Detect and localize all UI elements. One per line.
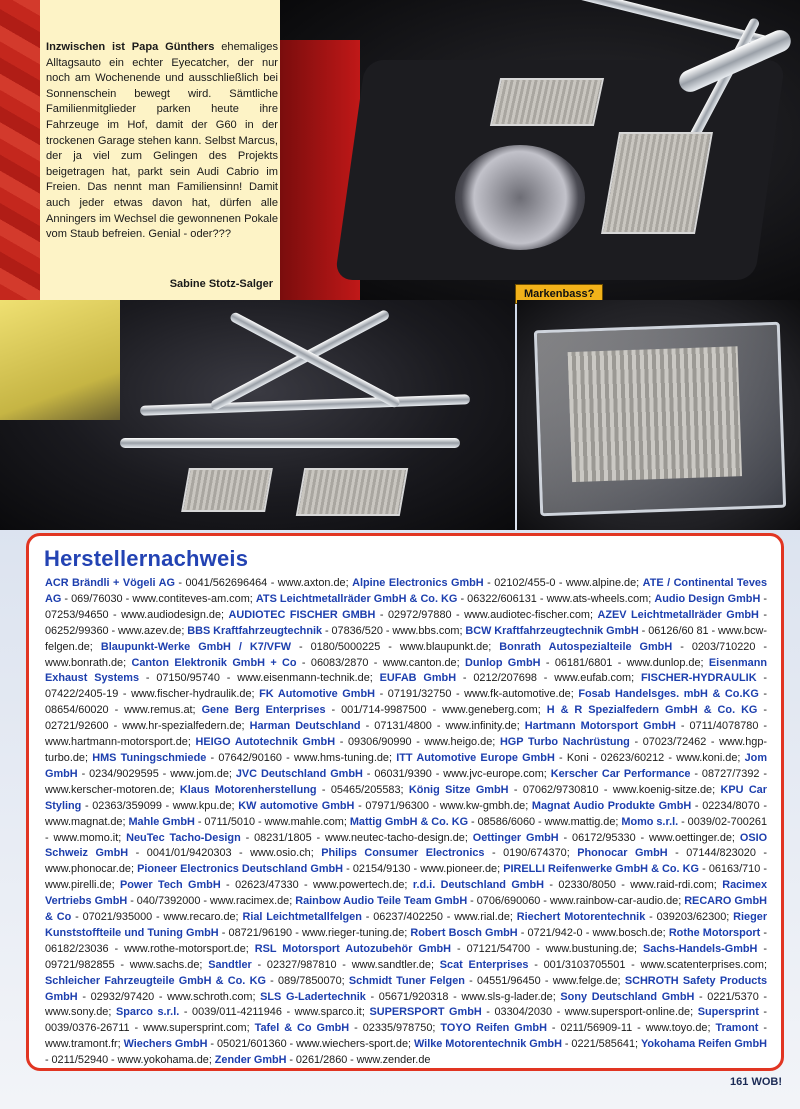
- manufacturer-contact: 0041/01/9420303 - www.osio.ch;: [146, 847, 314, 860]
- manufacturer-name: Blaupunkt-Werke GmbH / K7/VFW: [100, 640, 292, 653]
- manufacturer-contact: Koni - 02623/60212 - www.koni.de;: [566, 751, 741, 764]
- manufacturer-name: Oettinger GmbH: [472, 831, 559, 844]
- amplifier-right: [296, 468, 408, 516]
- manufacturer-name: Zender GmbH: [214, 1054, 287, 1067]
- manufacturer-name: HMS Tuningschmiede: [92, 751, 207, 764]
- amplifier-left: [181, 468, 273, 512]
- manufacturer-contact: 07021/935000 - www.recaro.de;: [82, 911, 239, 924]
- manufacturer-name: Phonocar GmbH: [577, 847, 668, 860]
- manufacturer-contact: 07191/32750 - www.fk-automotive.de;: [387, 688, 574, 701]
- manufacturer-entry: SCHROTH Safety Products GmbH - 02932/97420 - www.schroth.com;: [45, 974, 768, 1003]
- manufacturer-entry: Robert Bosch GmbH - 0721/942-0 - www.bosch.de;: [410, 926, 666, 939]
- manufacturer-entry: Kerscher Car Performance - 08727/7392 - www.kerscher-motoren.de;: [45, 767, 767, 796]
- manufacturer-contact: 08654/60020 - www.remus.at;: [45, 704, 196, 717]
- manufacturer-contact: 02721/92600 - www.hr-spezialfedern.de;: [45, 720, 245, 733]
- manufacturer-name: Rieger Kunststoffteile und Tuning GmbH: [45, 911, 768, 939]
- manufacturer-contact: 07062/9730810 - www.koenig-sitze.de;: [522, 783, 716, 796]
- page-footer: [730, 1076, 782, 1088]
- manufacturer-entry: NeuTec Tacho-Design - 08231/1805 - www.neutec-tacho-design.de;: [126, 831, 468, 844]
- manufacturer-entry: JVC Deutschland GmbH - 06031/9390 - www.jvc-europe.com;: [235, 767, 547, 780]
- manufacturer-name: Riechert Motorentechnik: [516, 911, 646, 924]
- manufacturer-entry: Jom GmbH - 0234/9029595 - www.jom.de;: [45, 751, 768, 780]
- manufacturer-name: Alpine Electronics GmbH: [352, 577, 484, 589]
- manufacturer-entry: ITT Automotive Europe GmbH - Koni - 02623/60212 - www.koni.de;: [396, 751, 741, 764]
- manufacturer-name: AUDIOTEC FISCHER GMBH: [228, 608, 376, 621]
- manufacturer-entry: Phonocar GmbH - 07144/823020 - www.phonocar.de;: [45, 847, 768, 876]
- manufacturer-contact: 0211/52940 - www.yokohama.de;: [51, 1054, 212, 1067]
- manufacturer-contact: 02363/359099 - www.kpu.de;: [92, 799, 235, 812]
- manufacturer-entry: Philips Consumer Electronics - 0190/674370;: [321, 847, 570, 860]
- manufacturer-entry: Dunlop GmbH - 06181/6801 - www.dunlop.de;: [464, 656, 704, 669]
- manufacturer-contact: 02330/8050 - www.raid-rdi.com;: [558, 879, 717, 892]
- manufacturer-name: NeuTec Tacho-Design: [126, 831, 241, 844]
- manufacturer-entry: König Sitze GmbH - 07062/9730810 - www.koenig-sitze.de;: [408, 783, 716, 796]
- manufacturer-entry: Harman Deutschland - 07131/4800 - www.infinity.de;: [249, 720, 520, 733]
- manufacturer-name: Power Tech GmbH: [119, 879, 221, 892]
- manufacturer-contact: 0041/562696464 - www.axton.de;: [185, 577, 349, 589]
- manufacturer-entry: Blaupunkt-Werke GmbH / K7/VFW - 0180/5000225 - www.blaupunkt.de;: [100, 640, 492, 653]
- photo-rollcage-interior: [0, 300, 515, 530]
- manufacturer-name: TOYO Reifen GmbH: [440, 1022, 547, 1035]
- manufacturer-name: Wilke Motorentechnik GmbH: [414, 1038, 562, 1051]
- manufacturer-contact: 07971/96300 - www.kw-gmbh.de;: [365, 799, 529, 812]
- manufacturer-name: PIRELLI Reifenwerke GmbH & Co. KG: [503, 863, 699, 876]
- manufacturer-name: Scat Enterprises: [439, 958, 529, 971]
- manufacturer-contact: 07131/4800 - www.infinity.de;: [374, 720, 520, 733]
- article-paragraph: ehemaliges Alltagsauto ein echter Eyecatcher, der nur noch am Wochenende und ausschließlich bei Sonnenschein bewegt wird. Sämtliche Familienmitglieder parken heute ihre Fahrzeuge im Hof, damit der G60 in der trockenen Garage stehen kann. Selbst Marcus, der ja viel zum Gelingen des Projekts beigetragen hat, parkt sein Audi Cabrio im Freien. Das nennt man Familiensinn! Damit auch jeder etwas davon hat, dürfen alle Anningers im Wechsel die gewonnenen Pokale vom Staub befreien. Genial - oder???: [46, 41, 278, 241]
- manufacturer-entry: Bonrath Autospezialteile GmbH - 0203/710220 - www.bonrath.de;: [45, 640, 768, 669]
- manufacturer-name: Sachs-Handels-GmbH: [643, 942, 758, 955]
- article-body: [46, 40, 278, 243]
- amplifier-small: [490, 78, 604, 126]
- manufacturer-name: Sony Deutschland GmbH: [560, 990, 695, 1003]
- manufacturer-entry: Mahle GmbH - 0711/5010 - www.mahle.com;: [128, 815, 347, 828]
- manufacturer-entry: H & R Spezialfedern GmbH & Co. KG - 02721/92600 - www.hr-spezialfedern.de;: [45, 704, 768, 733]
- manufacturer-name: ACR Brändli + Vögeli AG: [45, 577, 175, 589]
- manufacturer-entry: Sachs-Handels-GmbH - 09721/982855 - www.sachs.de;: [45, 942, 768, 971]
- manufacturer-name: EUFAB GmbH: [379, 672, 457, 685]
- manufacturer-contact: 0211/56909-11 - www.toyo.de;: [560, 1022, 711, 1035]
- manufacturer-entry: Eisenmann Exhaust Systems - 07150/95740 - www.eisenmann-technik.de;: [45, 656, 768, 685]
- manufacturer-name: Rial Leichtmetallfelgen: [242, 911, 362, 924]
- manufacturer-entry: Sparco s.r.l. - 0039/011-4211946 - www.sparco.it;: [115, 1006, 365, 1019]
- manufacturer-contact: 0711/4078780 - www.hartmann-motorsport.de;: [45, 720, 768, 749]
- amplifier-closeup: [568, 346, 742, 482]
- manufacturer-name: Eisenmann Exhaust Systems: [45, 656, 768, 685]
- manufacturer-entry: Wilke Motorentechnik GmbH - 0221/585641;: [414, 1038, 639, 1051]
- manufacturer-name: HGP Turbo Nachrüstung: [499, 736, 630, 749]
- manufacturer-contact: 07144/823020 - www.phonocar.de;: [45, 847, 768, 876]
- manufacturer-name: Canton Elektronik GmbH + Co: [131, 656, 297, 669]
- rollcage-x-bar-2: [229, 311, 401, 409]
- manufacturer-contact: 06163/710 - www.pirelli.de;: [45, 863, 768, 892]
- manufacturer-contact: 02102/455-0 - www.alpine.de;: [494, 577, 640, 589]
- manufacturer-contact: 09306/90990 - www.heigo.de;: [347, 736, 496, 749]
- manufacturer-entry: Fosab Handelsges. mbH & Co.KG - 08654/60020 - www.remus.at;: [45, 688, 768, 717]
- manufacturer-entry: Momo s.r.l. - 0039/02-700261 - www.momo.it;: [45, 815, 768, 844]
- photo-caption-badge: Markenbass?: [515, 284, 603, 304]
- manufacturer-name: Tramont: [715, 1022, 759, 1035]
- manufacturer-name: SCHROTH Safety Products GmbH: [45, 974, 768, 1003]
- manufacturer-contact: 0180/5000225 - www.blaupunkt.de;: [310, 640, 492, 653]
- manufacturer-contact: 0721/942-0 - www.bosch.de;: [527, 926, 666, 939]
- manufacturer-name: Audio Design GmbH: [654, 592, 761, 605]
- manufacturer-entry: HMS Tuningschmiede - 07642/90160 - www.hms-tuning.de;: [92, 751, 393, 764]
- article-text-panel: [0, 0, 283, 300]
- manufacturer-contact: 0190/674370;: [503, 847, 570, 860]
- manufacturer-entry: Scat Enterprises - 001/3103705501 - www.scatenterprises.com;: [439, 958, 768, 971]
- manufacturer-name: H & R Spezialfedern GmbH & Co. KG: [546, 704, 758, 717]
- manufacturer-contact: 069/76030 - www.contiteves-am.com;: [71, 592, 253, 605]
- manufacturer-contact: 08727/7392 - www.kerscher-motoren.de;: [45, 767, 767, 796]
- manufacturer-contact: 0234/9029595 - www.jom.de;: [89, 767, 232, 780]
- manufacturer-contact: 06237/402250 - www.rial.de;: [373, 911, 513, 924]
- manufacturer-entry: BBS Kraftfahrzeugtechnik - 07836/520 - www.bbs.com;: [187, 624, 463, 637]
- manufacturer-name: Kerscher Car Performance: [550, 767, 691, 780]
- manufacturer-name: SUPERSPORT GmbH: [369, 1006, 482, 1019]
- manufacturer-contact: 07422/2405-19 - www.fischer-hydraulik.de;: [45, 688, 255, 701]
- manufacturer-entry: Wiechers GmbH - 05021/601360 - www.wiechers-sport.de;: [123, 1038, 412, 1051]
- manufacturer-name: AZEV Leichtmetallräder GmbH: [597, 608, 759, 621]
- manufacturer-entry: ATE / Continental Teves AG - 069/76030 - www.contiteves-am.com;: [45, 577, 767, 605]
- manufacturer-contact: 07121/54700 - www.bustuning.de;: [466, 942, 638, 955]
- manufacturer-entry: HEIGO Autotechnik GmbH - 09306/90990 - www.heigo.de;: [195, 736, 496, 749]
- manufacturer-name: SLS G-Ladertechnik: [260, 990, 366, 1003]
- manufacturer-name: BCW Kraftfahrzeugtechnik GmbH: [465, 624, 639, 637]
- manufacturer-entry: Klaus Motorenherstellung - 05465/205583;: [179, 783, 404, 796]
- manufacturer-contact: www.tramont.fr;: [45, 1038, 121, 1051]
- manufacturer-entry: Sony Deutschland GmbH - 0221/5370 - www.sony.de;: [45, 990, 768, 1019]
- manufacturer-name: Harman Deutschland: [249, 720, 361, 733]
- manufacturer-entry: Rieger Kunststoffteile und Tuning GmbH - 08721/96190 - www.rieger-tuning.de;: [45, 911, 768, 939]
- subwoofer: [455, 145, 585, 250]
- manufacturer-entry: KW automotive GmbH - 07971/96300 - www.kw-gmbh.de;: [238, 799, 529, 812]
- manufacturer-name: KW automotive GmbH: [238, 799, 355, 812]
- manufacturer-contact: 07836/520 - www.bbs.com;: [331, 624, 463, 637]
- manufacturer-name: BBS Kraftfahrzeugtechnik: [187, 624, 323, 637]
- manufacturer-contact: 0212/207698 - www.eufab.com;: [473, 672, 635, 685]
- manufacturer-contact: 02327/987810 - www.sandtler.de;: [266, 958, 435, 971]
- manufacturer-entry: FISCHER-HYDRAULIK - 07422/2405-19 - www.fischer-hydraulik.de;: [45, 672, 768, 701]
- manufacturer-entry: Tramont - www.tramont.fr;: [45, 1022, 768, 1051]
- manufacturer-contact: 0711/5010 - www.mahle.com;: [204, 815, 347, 828]
- manufacturer-contact: 06126/60 81 - www.bcw-felgen.de;: [45, 624, 768, 653]
- manufacturer-entry: FK Automotive GmbH - 07191/32750 - www.fk-automotive.de;: [259, 688, 574, 701]
- manufacturer-entry: HGP Turbo Nachrüstung - 07023/72462 - www.hgp-turbo.de;: [45, 736, 768, 764]
- manufacturer-name: Rothe Motorsport: [668, 926, 761, 939]
- manufacturer-contact: 04551/96450 - www.felge.de;: [477, 974, 621, 987]
- manufacturer-entry: TOYO Reifen GmbH - 0211/56909-11 - www.toyo.de;: [440, 1022, 711, 1035]
- manufacturer-name: Tafel & Co GmbH: [254, 1022, 350, 1035]
- manufacturer-contact: 02234/8070 - www.magnat.de;: [45, 799, 767, 828]
- manufacturer-contact: 07642/90160 - www.hms-tuning.de;: [218, 751, 393, 764]
- manufacturer-entry: Audio Design GmbH - 07253/94650 - www.audiodesign.de;: [45, 592, 768, 621]
- manufacturer-name: r.d.i. Deutschland GmbH: [412, 879, 545, 892]
- manufacturer-name: Wiechers GmbH: [123, 1038, 208, 1051]
- manufacturer-entry: Schmidt Tuner Felgen - 04551/96450 - www.felge.de;: [348, 974, 621, 987]
- manufacturer-contact: 02623/47330 - www.powertech.de;: [235, 879, 408, 892]
- manufacturer-entry: KPU Car Styling - 02363/359099 - www.kpu.de;: [45, 783, 767, 812]
- manufacturer-contact: 0261/2860 - www.zender.de: [295, 1054, 431, 1067]
- manufacturer-title: Herstellernachweis: [44, 546, 249, 571]
- manufacturer-entry: EUFAB GmbH - 0212/207698 - www.eufab.com;: [379, 672, 635, 685]
- manufacturer-contact: 05021/601360 - www.wiechers-sport.de;: [216, 1038, 412, 1051]
- manufacturer-contact: 02932/97420 - www.schroth.com;: [90, 990, 256, 1003]
- yellow-car-background: [0, 300, 120, 420]
- manufacturer-contact: 0039/011-4211946 - www.sparco.it;: [192, 1006, 365, 1019]
- manufacturer-name: OSIO Schweiz GmbH: [45, 831, 768, 860]
- manufacturer-name: KPU Car Styling: [45, 783, 767, 812]
- manufacturer-contact: 089/7850070;: [278, 974, 345, 987]
- manufacturer-entry: AZEV Leichtmetallräder GmbH - 06252/99360 - www.azev.de;: [45, 608, 768, 637]
- manufacturer-name: Hartmann Motorsport GmbH: [524, 720, 676, 733]
- manufacturer-entry: Rial Leichtmetallfelgen - 06237/402250 - www.rial.de;: [242, 911, 513, 924]
- manufacturer-contact: 03304/2030 - www.supersport-online.de;: [494, 1006, 694, 1019]
- manufacturer-name: Sparco s.r.l.: [115, 1006, 180, 1019]
- manufacturer-name: Robert Bosch GmbH: [410, 926, 518, 939]
- manufacturer-contact: 06172/95330 - www.oettinger.de;: [572, 831, 735, 844]
- glass-cover: [534, 322, 786, 516]
- manufacturer-contact: 06322/606131 - www.ats-wheels.com;: [467, 592, 652, 605]
- manufacturer-contact: 040/7392000 - www.racimex.de;: [136, 895, 293, 908]
- manufacturer-name: Gene Berg Enterprises: [201, 704, 326, 717]
- manufacturer-contact: 08721/96190 - www.rieger-tuning.de;: [228, 926, 408, 939]
- manufacturer-contact: 02972/97880 - www.audiotec-fischer.com;: [387, 608, 594, 621]
- manufacturer-entry: AUDIOTEC FISCHER GMBH - 02972/97880 - www.audiotec-fischer.com;: [228, 608, 594, 621]
- manufacturer-entry: SLS G-Ladertechnik - 05671/920318 - www.sls-g-lader.de;: [260, 990, 556, 1003]
- manufacturer-entry: Power Tech GmbH - 02623/47330 - www.powertech.de;: [119, 879, 408, 892]
- manufacturer-name: Philips Consumer Electronics: [321, 847, 485, 860]
- manufacturer-entry: Supersprint - 0039/0376-26711 - www.supersprint.com;: [45, 1006, 768, 1035]
- manufacturer-contact: 09721/982855 - www.sachs.de;: [45, 958, 203, 971]
- manufacturer-name: RSL Motorsport Autozubehör GmbH: [254, 942, 452, 955]
- manufacturer-entry: Yokohama Reifen GmbH - 0211/52940 - www.yokohama.de;: [45, 1038, 768, 1067]
- manufacturer-name: Fosab Handelsges. mbH & Co.KG: [578, 688, 759, 701]
- manufacturer-entry: Tafel & Co GmbH - 02335/978750;: [254, 1022, 436, 1035]
- manufacturer-entry: SUPERSPORT GmbH - 03304/2030 - www.supersport-online.de;: [369, 1006, 694, 1019]
- article-lead: Inzwischen ist Papa Günthers: [46, 41, 215, 53]
- manufacturer-entry: Hartmann Motorsport GmbH - 0711/4078780 - www.hartmann-motorsport.de;: [45, 720, 768, 749]
- manufacturer-contact: 05671/920318 - www.sls-g-lader.de;: [378, 990, 556, 1003]
- manufacturer-name: RECARO GmbH & Co: [45, 895, 768, 924]
- manufacturer-contact: 05465/205583;: [330, 783, 404, 796]
- manufacturer-contact: 06031/9390 - www.jvc-europe.com;: [374, 767, 547, 780]
- manufacturer-entry: Zender GmbH - 0261/2860 - www.zender.de: [214, 1054, 431, 1067]
- manufacturer-entry: r.d.i. Deutschland GmbH - 02330/8050 - www.raid-rdi.com;: [412, 879, 717, 892]
- manufacturer-entry: Schleicher Fahrzeugteile GmbH & Co. KG - 089/7850070;: [45, 974, 345, 987]
- rollcage-cross-bar: [140, 394, 470, 416]
- manufacturer-entry: Magnat Audio Produkte GmbH - 02234/8070 - www.magnat.de;: [45, 799, 767, 828]
- manufacturer-contact: 06252/99360 - www.azev.de;: [45, 624, 185, 637]
- manufacturer-entry: Sandtler - 02327/987810 - www.sandtler.de;: [208, 958, 435, 971]
- manufacturer-name: FISCHER-HYDRAULIK: [641, 672, 757, 685]
- manufacturer-contact: 06083/2870 - www.canton.de;: [310, 656, 460, 669]
- manufacturer-entry: Oettinger GmbH - 06172/95330 - www.oettinger.de;: [472, 831, 735, 844]
- manufacturer-name: ATE / Continental Teves AG: [45, 577, 767, 605]
- manufacturer-entry: Mattig GmbH & Co. KG - 08586/6060 - www.mattig.de;: [349, 815, 619, 828]
- photo-trunk-subwoofer: [280, 0, 800, 300]
- manufacturer-name: Schleicher Fahrzeugteile GmbH & Co. KG: [45, 974, 266, 987]
- manufacturer-contact: 07150/95740 - www.eisenmann-technik.de;: [156, 672, 373, 685]
- manufacturer-name: Magnat Audio Produkte GmbH: [531, 799, 692, 812]
- manufacturer-name: Klaus Motorenherstellung: [179, 783, 317, 796]
- author-byline: Sabine Stotz-Salger: [169, 278, 273, 290]
- manufacturer-name: Sandtler: [208, 958, 252, 971]
- rollbar-chrome-top: [483, 0, 777, 48]
- manufacturer-entry: Canton Elektronik GmbH + Co - 06083/2870 - www.canton.de;: [131, 656, 460, 669]
- manufacturer-name: Mattig GmbH & Co. KG: [349, 815, 469, 828]
- magazine-brand: WOB!: [751, 1076, 782, 1088]
- manufacturer-box: [26, 533, 784, 1071]
- manufacturer-contact: 02154/9130 - www.pioneer.de;: [352, 863, 501, 876]
- manufacturer-contact: 001/3103705501 - www.scatenterprises.com;: [543, 958, 768, 971]
- rollcage-lower-bar: [120, 438, 460, 448]
- manufacturer-entry: Pioneer Electronics Deutschland GmbH - 02154/9130 - www.pioneer.de;: [137, 863, 501, 876]
- manufacturer-entry: Racimex Vertriebs GmbH - 040/7392000 - www.racimex.de;: [45, 879, 768, 908]
- manufacturer-contact: 039203/62300;: [656, 911, 730, 924]
- manufacturer-name: Momo s.r.l.: [621, 815, 679, 828]
- manufacturer-entry: Alpine Electronics GmbH - 02102/455-0 - www.alpine.de;: [352, 577, 640, 589]
- manufacturer-entry: Gene Berg Enterprises - 001/714-9987500 - www.geneberg.com;: [201, 704, 541, 717]
- manufacturer-contact: 0221/5370 - www.sony.de;: [45, 990, 768, 1019]
- manufacturer-contact: 02335/978750;: [362, 1022, 436, 1035]
- manufacturer-contact: 0706/690060 - www.rainbow-car-audio.de;: [476, 895, 682, 908]
- manufacturer-entry: ACR Brändli + Vögeli AG - 0041/562696464 - www.axton.de;: [45, 577, 349, 589]
- manufacturer-contact: 001/714-9987500 - www.geneberg.com;: [341, 704, 541, 717]
- manufacturer-name: Jom GmbH: [45, 751, 768, 780]
- manufacturer-name: Racimex Vertriebs GmbH: [45, 879, 768, 908]
- manufacturer-contact: 0203/710220 - www.bonrath.de;: [45, 640, 768, 669]
- manufacturer-name: Yokohama Reifen GmbH: [640, 1038, 768, 1051]
- manufacturer-entry: RECARO GmbH & Co - 07021/935000 - www.recaro.de;: [45, 895, 768, 924]
- manufacturer-contact: 07253/94650 - www.audiodesign.de;: [45, 608, 225, 621]
- manufacturer-name: Schmidt Tuner Felgen: [348, 974, 465, 987]
- manufacturer-entry: Rothe Motorsport - 06182/23036 - www.rothe-motorsport.de;: [45, 926, 767, 955]
- manufacturer-name: JVC Deutschland GmbH: [235, 767, 363, 780]
- page-number: 161: [730, 1076, 749, 1088]
- manufacturer-contact: 0221/585641;: [571, 1038, 639, 1051]
- manufacturer-name: HEIGO Autotechnik GmbH: [195, 736, 336, 749]
- manufacturer-contact: 0039/0376-26711 - www.supersprint.com;: [45, 1022, 250, 1035]
- manufacturer-name: Dunlop GmbH: [464, 656, 541, 669]
- manufacturer-entry: Riechert Motorentechnik - 039203/62300;: [516, 911, 730, 924]
- manufacturer-contact: 06181/6801 - www.dunlop.de;: [554, 656, 704, 669]
- manufacturer-name: FK Automotive GmbH: [259, 688, 375, 701]
- manufacturer-contact: 06182/23036 - www.rothe-motorsport.de;: [45, 942, 249, 955]
- manufacturer-entry: PIRELLI Reifenwerke GmbH & Co. KG - 06163/710 - www.pirelli.de;: [45, 863, 768, 892]
- manufacturer-name: ATS Leichtmetallräder GmbH & Co. KG: [255, 592, 458, 605]
- manufacturer-contact: 0039/02-700261 - www.momo.it;: [45, 815, 768, 844]
- manufacturer-contact: 07023/72462 - www.hgp-turbo.de;: [45, 736, 768, 764]
- photo-amplifier-glass: [517, 300, 800, 530]
- manufacturer-name: ITT Automotive Europe GmbH: [396, 751, 555, 764]
- manufacturer-name: Pioneer Electronics Deutschland GmbH: [137, 863, 344, 876]
- manufacturer-name: Bonrath Autospezialteile GmbH: [499, 640, 673, 653]
- manufacturer-contact: 08231/1805 - www.neutec-tacho-design.de;: [254, 831, 468, 844]
- manufacturer-name: Supersprint: [697, 1006, 759, 1019]
- manufacturer-name: König Sitze GmbH: [408, 783, 509, 796]
- manufacturer-entry: RSL Motorsport Autozubehör GmbH - 07121/54700 - www.bustuning.de;: [254, 942, 638, 955]
- manufacturer-list: [45, 576, 767, 1069]
- manufacturer-contact: 08586/6060 - www.mattig.de;: [477, 815, 619, 828]
- manufacturer-name: Mahle GmbH: [128, 815, 195, 828]
- manufacturer-entry: ATS Leichtmetallräder GmbH & Co. KG - 06322/606131 - www.ats-wheels.com;: [255, 592, 652, 605]
- manufacturer-entry: BCW Kraftfahrzeugtechnik GmbH - 06126/60 81 - www.bcw-felgen.de;: [45, 624, 768, 653]
- manufacturer-name: Rainbow Audio Teile Team GmbH: [295, 895, 468, 908]
- manufacturer-entry: OSIO Schweiz GmbH - 0041/01/9420303 - www.osio.ch;: [45, 831, 768, 860]
- manufacturer-entry: Rainbow Audio Teile Team GmbH - 0706/690060 - www.rainbow-car-audio.de;: [295, 895, 682, 908]
- amplifier-large: [601, 132, 713, 234]
